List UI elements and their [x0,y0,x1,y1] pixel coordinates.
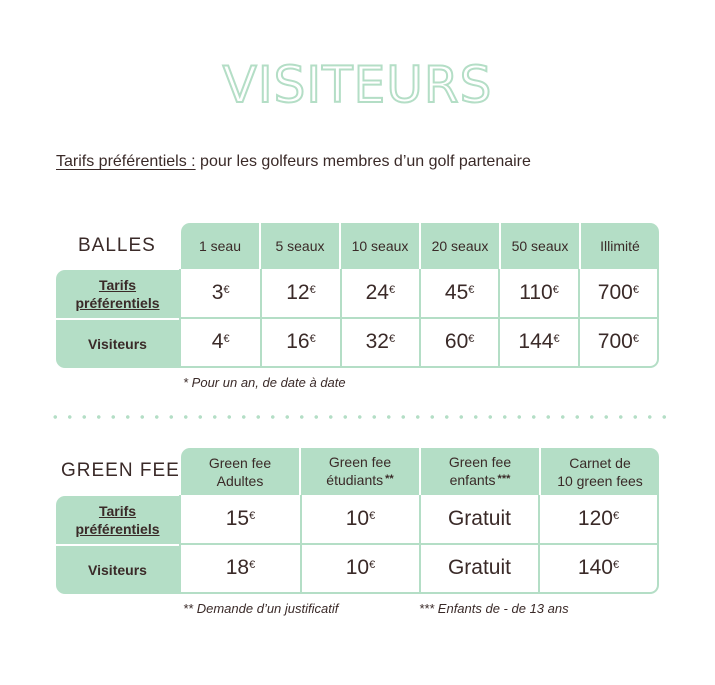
greenfee-price-cell [419,545,538,593]
currency-symbol: € [553,333,560,346]
greenfee-table-row [181,495,657,543]
price-value: 32 [365,330,389,354]
balles-price-cell [260,319,339,367]
header-line-2-text: enfants [449,471,496,488]
currency-symbol: € [388,333,396,346]
price-value: 60 [444,330,469,354]
price-value: 16 [286,330,310,354]
header-line-2 [326,471,393,491]
balles-row-label-text: Visiteurs [88,336,147,352]
greenfee-header-cell [419,448,539,495]
greenfee-row-labels [56,496,179,594]
header-line-2 [217,472,264,490]
greenfee-row-label-text: Visiteurs [88,562,147,578]
balles-price-cell [260,269,339,317]
balles-price-cell [340,319,419,367]
greenfee-row-label [56,496,179,544]
balles-row-label [56,270,179,318]
currency-symbol: € [632,283,639,296]
balles-price-cell [578,269,657,317]
intro-text [56,153,531,171]
footnote-mark: *** [497,472,511,485]
header-line-2 [557,472,643,490]
price-value: 18 [225,556,250,580]
currency-symbol: € [612,559,620,572]
greenfee-row-label-text: Tarifs préférentiels [75,503,160,537]
greenfee-footnote-students: ** Demande d’un justificatif [183,601,339,616]
currency-symbol: € [468,283,475,296]
greenfee-footnote-children: *** Enfants de - de 13 ans [419,601,569,616]
greenfee-price-grid [179,495,659,594]
balles-price-cell [340,269,419,317]
balles-header-cell: 1 seau [198,238,242,254]
currency-symbol: € [249,509,256,522]
currency-symbol: € [309,283,316,296]
greenfee-row-label [56,544,179,594]
header-line-2-text: 10 green fees [557,472,643,489]
currency-symbol: € [552,283,559,296]
page-title: VISITEURS [222,56,493,114]
balles-header-cell: 20 seaux [419,223,499,269]
balles-price-cell [419,269,498,317]
price-value: 110 [519,280,553,304]
balles-price-grid [179,269,659,368]
intro-label: Tarifs préférentiels : [56,153,196,170]
price-value: 144 [518,330,554,354]
currency-symbol: € [468,333,475,346]
greenfee-price-cell [181,495,300,543]
balles-table-row [181,317,657,367]
balles-footnote: * Pour un an, de date à date [183,375,346,390]
balles-price-cell [181,269,260,317]
balles-header-cell: 10 seaux [339,223,419,269]
balles-table-row [181,269,657,317]
balles-row-label-text: Tarifs préférentiels [75,277,160,311]
price-value: 3 [211,280,224,304]
price-value: 4 [211,330,224,354]
header-line-1: Carnet de [569,454,631,471]
balles-section-label: BALLES [78,235,156,256]
balles-header-cell: Illimité [579,223,659,269]
price-value: 700 [597,330,633,354]
greenfee-header-cell [539,448,659,495]
dotted-separator [48,414,670,420]
header-line-1: Green fee [208,454,272,471]
greenfee-price-cell [181,545,300,593]
price-value: 10 [345,556,370,580]
currency-symbol: € [632,333,639,346]
price-value: 10 [345,506,370,530]
greenfee-price-cell [419,495,538,543]
greenfee-price-cell [300,545,419,593]
greenfee-price-cell [538,545,657,593]
balles-header-row [181,223,659,269]
price-value: 120 [577,506,613,530]
currency-symbol: € [369,559,376,572]
balles-price-cell [419,319,498,367]
greenfee-price-cell [538,495,657,543]
currency-symbol: € [612,509,620,522]
currency-symbol: € [388,283,396,296]
greenfee-header-row [181,448,659,495]
price-value: Gratuit [447,506,511,530]
header-line-2 [450,471,511,491]
price-value: 140 [577,556,613,580]
balles-header-cell: 5 seaux [259,223,339,269]
price-value: Gratuit [447,556,511,580]
currency-symbol: € [309,333,316,346]
header-line-1: Green fee [448,453,512,470]
greenfee-section-label: GREEN FEE [61,460,180,481]
price-value: 45 [444,280,469,304]
greenfee-price-cell [300,495,419,543]
currency-symbol: € [223,283,230,296]
currency-symbol: € [223,333,230,346]
price-value: 700 [597,280,633,304]
price-value: 12 [286,280,310,304]
balles-price-cell [498,269,577,317]
balles-price-cell [578,319,657,367]
header-line-1: Green fee [328,453,392,470]
balles-row-label [56,318,179,368]
price-value: 15 [225,506,250,530]
currency-symbol: € [369,509,376,522]
header-line-2-text: étudiants [326,471,384,488]
balles-price-cell [181,319,260,367]
greenfee-header-cell [299,448,419,495]
footnote-mark: ** [385,472,394,485]
balles-row-labels [56,270,179,368]
greenfee-table-row [181,543,657,593]
header-line-2-text: Adultes [216,472,264,489]
balles-header-cell: 50 seaux [499,223,579,269]
balles-price-cell [498,319,577,367]
currency-symbol: € [249,559,256,572]
price-value: 24 [365,280,389,304]
intro-description: pour les golfeurs membres d’un golf partenaire [195,153,531,170]
greenfee-header-cell [181,448,299,495]
